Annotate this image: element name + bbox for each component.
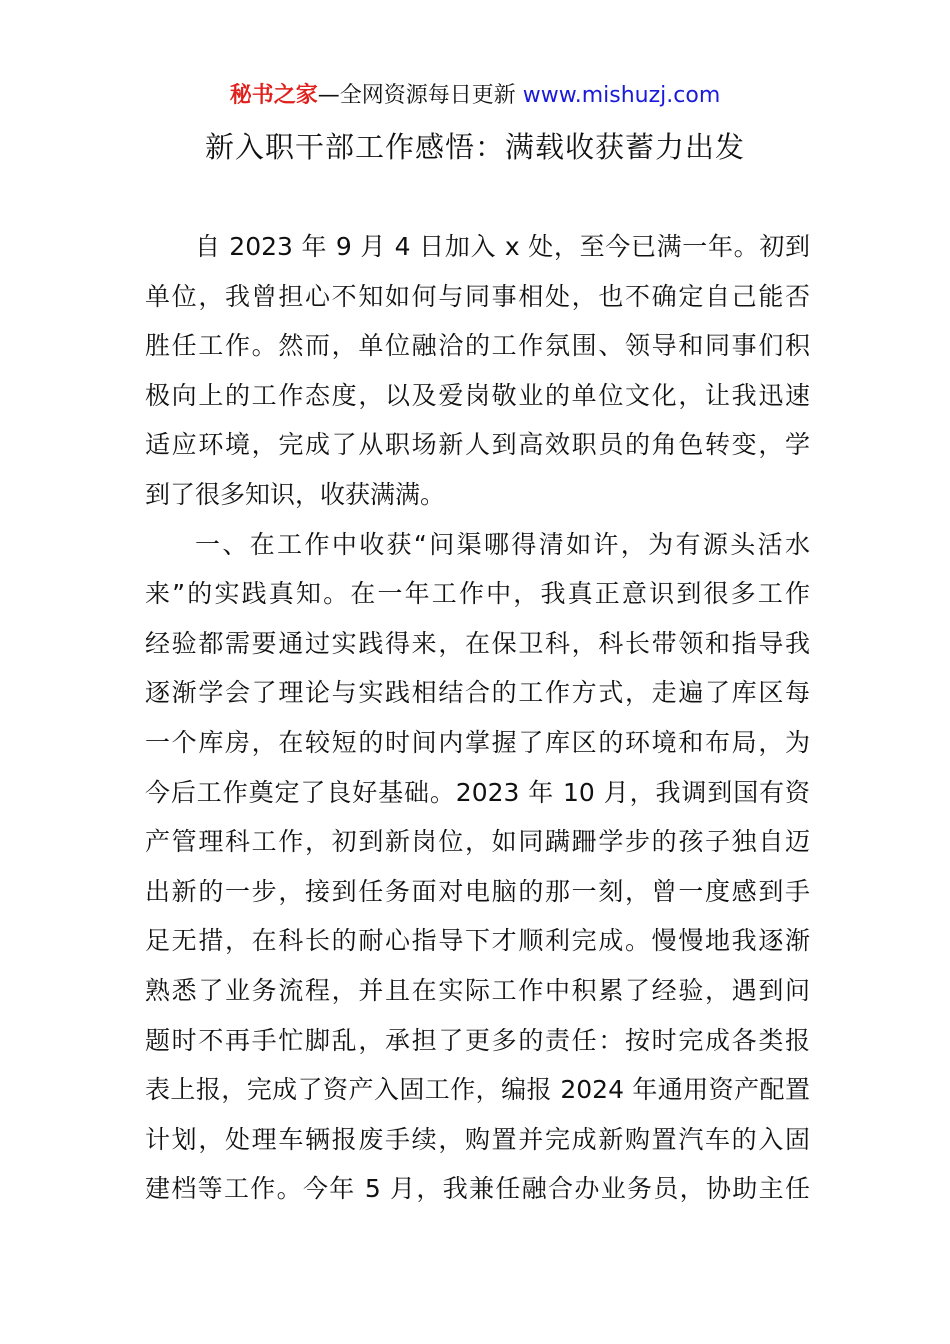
paragraph-2-line-13: 计划，处理车辆报废手续，购置并完成新购置汽车的入固 [145, 1124, 810, 1154]
site-url-link[interactable]: www.mishuzj.com [522, 83, 721, 108]
paragraph-2-line-7: 产管理科工作，初到新岗位，如同蹒跚学步的孩子独自迈 [145, 827, 810, 857]
paragraph-2-line-12: 表上报，完成了资产入固工作，编报 2024 年通用资产配置 [145, 1075, 810, 1105]
site-tagline: —全网资源每日更新 [317, 83, 523, 108]
paragraph-2-line-9: 足无措，在科长的耐心指导下才顺利完成。慢慢地我逐渐 [145, 926, 810, 956]
paragraph-2-line-5: 一个库房，在较短的时间内掌握了库区的环境和布局，为 [145, 727, 810, 757]
document-title: 新入职干部工作感悟：满载收获蓄力出发 [204, 130, 745, 164]
paragraph-1-line-5: 适应环境，完成了从职场新人到高效职员的角色转变，学 [145, 430, 810, 460]
document-body [145, 222, 810, 1214]
paragraph-2-line-6: 今后工作奠定了良好基础。2023 年 10 月，我调到国有资 [145, 777, 810, 807]
paragraph-1-line-6: 到了很多知识，收获满满。 [145, 479, 446, 509]
paragraph-2-line-1: 一、在工作中收获“问渠哪得清如许，为有源头活水 [195, 529, 810, 559]
site-header [0, 80, 950, 112]
paragraph-1-line-1: 自 2023 年 9 月 4 日加入 x 处，至今已满一年。初到 [195, 232, 810, 261]
paragraph-2-line-10: 熟悉了业务流程，并且在实际工作中积累了经验，遇到问 [145, 975, 810, 1005]
paragraph-2-line-3: 经验都需要通过实践得来，在保卫科，科长带领和指导我 [145, 628, 810, 658]
paragraph-1-line-4: 极向上的工作态度，以及爱岗敬业的单位文化，让我迅速 [145, 380, 810, 410]
paragraph-2-line-11: 题时不再手忙脚乱，承担了更多的责任：按时完成各类报 [145, 1025, 810, 1055]
paragraph-2-line-2: 来”的实践真知。在一年工作中，我真正意识到很多工作 [145, 579, 810, 609]
paragraph-2-line-14: 建档等工作。今年 5 月，我兼任融合办业务员，协助主任 [145, 1174, 810, 1204]
paragraph-1-line-2: 单位，我曾担心不知如何与同事相处，也不确定自己能否 [145, 281, 810, 311]
site-name: 秘书之家 [229, 83, 318, 108]
paragraph-2-line-8: 出新的一步，接到任务面对电脑的那一刻，曾一度感到手 [145, 876, 810, 906]
paragraph-1-line-3: 胜任工作。然而，单位融洽的工作氛围、领导和同事们积 [145, 331, 810, 361]
paragraph-2-line-4: 逐渐学会了理论与实践相结合的工作方式，走遍了库区每 [145, 678, 810, 708]
